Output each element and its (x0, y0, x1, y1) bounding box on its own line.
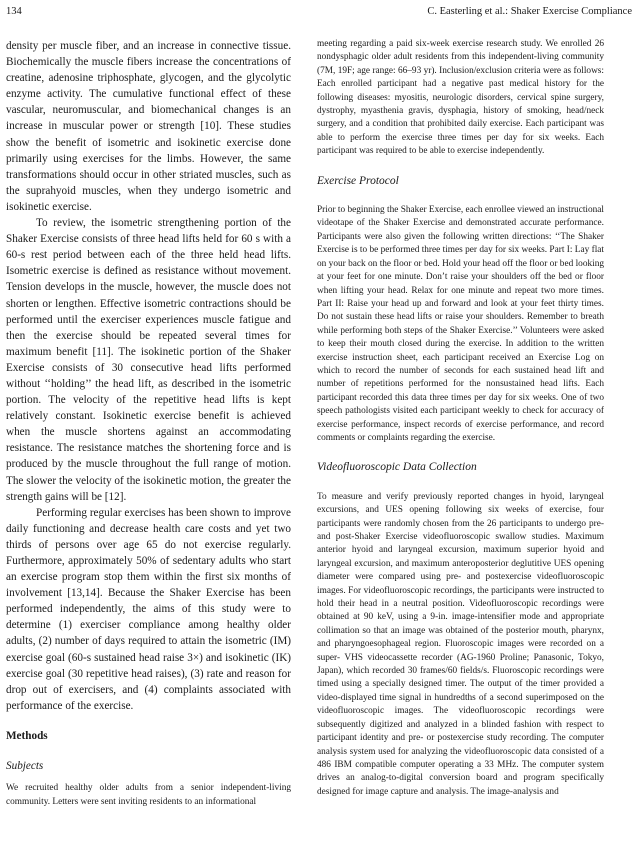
page-header (6, 6, 632, 22)
paragraph-recruitment: We recruited healthy older adults from a senior independent-living community. Letters were sent inviting residents to an informational (6, 783, 291, 807)
heading-videofluoroscopic: Videofluoroscopic Data Collection (317, 461, 477, 474)
right-column (317, 38, 604, 799)
running-title: C. Easterling et al.: Shaker Exercise Compliance (427, 6, 632, 17)
paragraph-muscle-changes: density per muscle fiber, and an increase in connective tissue. Biochemically the muscle fibers increase the concentrations of creatine, adenosine triphosphate, glycogen, and the glycolytic enzyme activity. The cumulative functional effect of these vascular, neuromuscular, and biomechanical changes is an increase in muscular power or strength [10]. These studies show the benefit of isometric and isokinetic exercise done primarily using exercises for the limbs. However, the same transformations should occur in other striated muscles, such as the suprahyoid muscles, when they undergo isometric and isokinetic exercise. (6, 40, 291, 213)
heading-methods: Methods (6, 729, 48, 742)
heading-exercise-protocol: Exercise Protocol (317, 174, 399, 187)
left-column (6, 38, 291, 809)
page-number: 134 (6, 6, 22, 17)
paragraph-study-aims: Performing regular exercises has been shown to improve daily functioning and decrease health care costs and yet two thirds of persons over age 65 do not exercise regularly. Furthermore, approximately 50% of sedentary adults who start an exercise program stop them within the first six months of involvement [13,14]. Because the Shaker Exercise has been performed independently, the aims of this study were to determine (1) exerciser compliance among healthy older adults, (2) number of days required to attain the isometric (IM) exercise goal (60-s sustained head raise 3×) and isokinetic (IK) exercise goal (30 repetitive head raises), (3) rate and reason for drop out of exercisers, and (4) complaints associated with performance of the exercise. (6, 506, 291, 712)
paragraph-isometric-review: To review, the isometric strengthening portion of the Shaker Exercise consists of three head lifts held for 60 s with a 60-s rest period between each of the three held head lifts. Isometric exercise is defined as resistance without movement. Tension develops in the muscle, however, the muscle does not shorten or lengthen. Effective isometric contractions should be performed until the exerciser experiences muscle fatigue and then the exercise should be repeated several times for maximum benefit [11]. The isokinetic portion of the Shaker Exercise consists of 30 consecutive head lifts performed without ‘‘holding’’ the head lift, as described in the isometric portion. The velocity of the repetitive head lifts is kept relatively constant. Isokinetic exercise benefit is achieved when the muscle shortens against an accommodating resistance. The resistance matches the shortening force and is produced by the muscle throughout the full range of motion. The slower the velocity of the isokinetic motion, the greater the strength gains will be [12]. (6, 217, 291, 503)
paragraph-videofluoroscopic: To measure and verify previously reported changes in hyoid, laryngeal excursions, and UES opening following six weeks of exercise, four participants were randomly chosen from the 26 participants to undergo pre- and post-Shaker Exercise videofluoroscopic swallow studies. Maximum anterior hyoid and laryngeal excursion, maximum superior hyoid and laryngeal excursion, and maximum anteroposterior deglutitive UES opening diameter were compared using pre- and postexercise videofluoroscopic images. For videofluoroscopic recordings, the participants were instructed to hold their head in a neutral position. Videofluoroscopic recordings were obtained at 90 keV, using a 9-in. image-intensifier mode and appropriate collimation so that an image was obtained of the posterior mouth, pharynx, and pharyngoesophageal region. Fluoroscopic images were recorded on a super- VHS videocassette recorder (AG-1960 Proline; Panasonic, Tokyo, Japan), which recorded 30 frames/60 fields/s. Fluoroscopic recordings were timed using a specially designed timer. The output of the timer provided a video-displayed time signal in hundredths of a second superimposed on the videofluoroscopic images. The videofluoroscopic recordings were subsequently digitized and analyzed in a blinded fashion with respect to participant identity and pre- or postexercise study recording. The computer analysis system used for analyzing the videofluoroscopic data consisted of a 486 IBM compatible computer operating a 33 MHz. The computer system drives an analog-to-digital conversion board and program specifically designed for image capture and analysis. The image-analysis and (317, 491, 604, 797)
paragraph-enrollment: meeting regarding a paid six-week exercise research study. We enrolled 26 nondysphagic older adult residents from this independent-living community (7M, 19F; age range: 66–93 yr). Inclusion/exclusion criteria were as follows: Each enrolled participant had a negative past medical history for the following diseases: myositis, neurologic disorders, cervical spine surgery, dystrophy, myasthenia gravis, dysphagia, history of smoking, head/neck surgery, and a condition that prohibited daily exercise. Each participant was able to perform the exercise three times per day for six weeks. Each participant was required to be able to exercise independently. (317, 39, 604, 157)
paragraph-protocol: Prior to beginning the Shaker Exercise, each enrollee viewed an instructional videotape of the Shaker Exercise and demonstrated accurate performance. Participants were also given the following written directions: ‘‘The Shaker Exercise is to be performed three times per day for six weeks. Part I: Lay flat on your back on the floor or bed. Hold your head off the floor or bed looking at your feet for one minute. Don’t raise your shoulders off the bed or floor when lifting your head. Relax for one minute and repeat two more times. Part II: Raise your head up and forward and look at your feet thirty times. Do not sustain these head lifts or raise your shoulders. Remember to breath while performing both steps of the Shaker Exercise.’’ Volunteers were asked to keep their mouth closed during the exercise. In addition to the written exercise instruction sheet, each participant received an Exercise Log on which to record the number of seconds for each sustained head lift and number of repetitions performed for the nonsustained head lifts. Each participant recorded this data three times per day for six weeks. One of two speech pathologists visited each participant weekly to check for accuracy of exercise performance, inspect records of exercise performance, and record comments or complaints regarding the exercise. (317, 205, 604, 443)
heading-subjects: Subjects (6, 760, 44, 773)
